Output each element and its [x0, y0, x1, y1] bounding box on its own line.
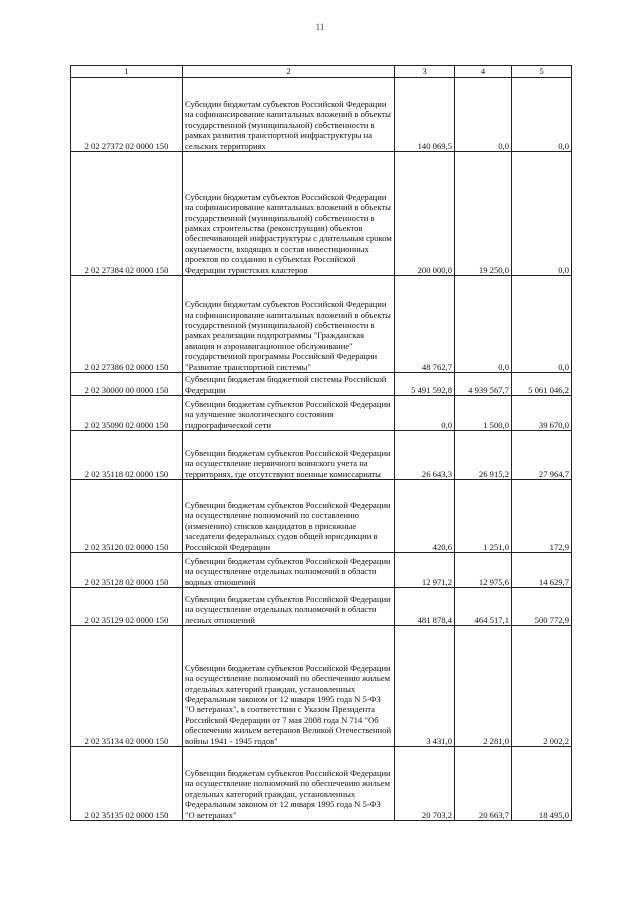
- value-col4: 4 939 567,7: [455, 373, 512, 396]
- row-description: Субвенции бюджетам субъектов Российской Федерации на осуществление первичного воинского учета на территориях, где отсутствуют военные комиссариаты: [183, 431, 395, 480]
- value-col5: 39 670,0: [512, 396, 572, 431]
- page-number: 11: [315, 22, 325, 32]
- value-col3: 420,6: [395, 480, 455, 553]
- header-row: [71, 66, 572, 78]
- table-row: [71, 553, 572, 588]
- row-description: Субсидии бюджетам субъектов Российской Федерации на софинансирование капитальных вложений в объекты государственной (муниципальной) собственности в рамках строительства (реконструкции) объектов обеспечивающей инфраструктуры с длительным сроком окупаемости, входящих в состав инвестиционных проектов по созданию в субъектах Российской Федерации туристских кластеров: [183, 152, 395, 276]
- value-col5: 0,0: [512, 276, 572, 373]
- budget-code: 2 02 35129 02 0000 150: [71, 588, 183, 626]
- table-row: [71, 276, 572, 373]
- value-col3: 140 069,5: [395, 78, 455, 152]
- value-col4: 2 281,0: [455, 626, 512, 747]
- budget-code: 2 02 30000 00 0000 150: [71, 373, 183, 396]
- value-col3: 481 878,4: [395, 588, 455, 626]
- table-row: [71, 431, 572, 480]
- column-header: 4: [455, 66, 512, 78]
- budget-code: 2 02 35118 02 0000 150: [71, 431, 183, 480]
- row-description: Субвенции бюджетам субъектов Российской Федерации на осуществление полномочий по обеспечению жильем отдельных категорий граждан, установленных Федеральным законом от 12 января 1995 года N 5-ФЗ "О ветеранах": [183, 747, 395, 821]
- value-col3: 0,0: [395, 396, 455, 431]
- row-description: Субвенции бюджетам субъектов Российской Федерации на осуществление отдельных полномочий в области лесных отношений: [183, 588, 395, 626]
- value-col5: 14 629,7: [512, 553, 572, 588]
- value-col3: 20 703,2: [395, 747, 455, 821]
- budget-code: 2 02 35090 02 0000 150: [71, 396, 183, 431]
- row-description: Субвенции бюджетам субъектов Российской Федерации на улучшение экологического состояния гидрографической сети: [183, 396, 395, 431]
- value-col4: 26 915,2: [455, 431, 512, 480]
- value-col3: 200 000,0: [395, 152, 455, 276]
- value-col4: 20 663,7: [455, 747, 512, 821]
- value-col5: 5 061 046,2: [512, 373, 572, 396]
- row-description: Субсидии бюджетам субъектов Российской Федерации на софинансирование капитальных вложений в объекты государственной (муниципальной) собственности в рамках реализации подпрограммы "Гражданская авиация и аэронавигационное обслуживание" государственной программы Российской Федерации "Развитие транспортной системы": [183, 276, 395, 373]
- table-row: [71, 747, 572, 821]
- budget-code: 2 02 35134 02 0000 150: [71, 626, 183, 747]
- table-row: [71, 396, 572, 431]
- table-row: [71, 480, 572, 553]
- column-header: 2: [183, 66, 395, 78]
- value-col3: 5 491 592,8: [395, 373, 455, 396]
- column-header: 1: [71, 66, 183, 78]
- value-col4: 1 500,0: [455, 396, 512, 431]
- budget-table: [70, 65, 572, 821]
- value-col5: 172,9: [512, 480, 572, 553]
- value-col3: 26 643,3: [395, 431, 455, 480]
- value-col4: 12 975,6: [455, 553, 512, 588]
- table-row: [71, 152, 572, 276]
- value-col3: 3 431,0: [395, 626, 455, 747]
- value-col5: 500 772,9: [512, 588, 572, 626]
- budget-code: 2 02 35128 02 0000 150: [71, 553, 183, 588]
- value-col5: 27 964,7: [512, 431, 572, 480]
- table-row: [71, 588, 572, 626]
- value-col4: 1 251,0: [455, 480, 512, 553]
- budget-code: 2 02 27384 02 0000 150: [71, 152, 183, 276]
- row-description: Субсидии бюджетам субъектов Российской Федерации на софинансирование капитальных вложений в объекты государственной (муниципальной) собственности в рамках развития транспортной инфраструктуры на сельских территориях: [183, 78, 395, 152]
- row-description: Субвенции бюджетам бюджетной системы Российской Федерации: [183, 373, 395, 396]
- budget-code: 2 02 27386 02 0000 150: [71, 276, 183, 373]
- value-col5: 0,0: [512, 78, 572, 152]
- row-description: Субвенции бюджетам субъектов Российской Федерации на осуществление полномочий по составлению (изменению) списков кандидатов в присяжные заседатели федеральных судов общей юрисдикции в Российской Федерации: [183, 480, 395, 553]
- value-col3: 48 762,7: [395, 276, 455, 373]
- row-description: Субвенции бюджетам субъектов Российской Федерации на осуществление полномочий по обеспечению жильем отдельных категорий граждан, установленных Федеральным законом от 12 января 1995 года N 5-ФЗ "О ветеранах", в соответствии с Указом Президента Российской Федерации от 7 мая 2008 года N 714 "Об обеспечении жильем ветеранов Великой Отечественной войны 1941 - 1945 годов": [183, 626, 395, 747]
- value-col4: 0,0: [455, 276, 512, 373]
- column-header: 3: [395, 66, 455, 78]
- table-row: [71, 78, 572, 152]
- row-description: Субвенции бюджетам субъектов Российской Федерации на осуществление отдельных полномочий в области водных отношений: [183, 553, 395, 588]
- budget-code: 2 02 35120 02 0000 150: [71, 480, 183, 553]
- value-col5: 0,0: [512, 152, 572, 276]
- budget-code: 2 02 27372 02 0000 150: [71, 78, 183, 152]
- value-col4: 0,0: [455, 78, 512, 152]
- table-row: [71, 626, 572, 747]
- value-col4: 19 250,0: [455, 152, 512, 276]
- value-col3: 12 971,2: [395, 553, 455, 588]
- value-col4: 464 517,1: [455, 588, 512, 626]
- budget-code: 2 02 35135 02 0000 150: [71, 747, 183, 821]
- table-row: [71, 373, 572, 396]
- value-col5: 18 495,0: [512, 747, 572, 821]
- column-header: 5: [512, 66, 572, 78]
- value-col5: 2 002,2: [512, 626, 572, 747]
